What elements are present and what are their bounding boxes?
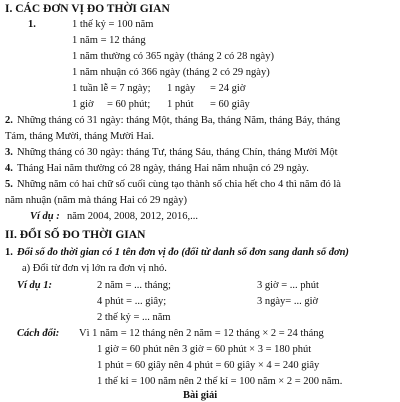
- conversion-century: 1 thế kỷ = 100 năm: [72, 19, 154, 30]
- example-1-minutes: 4 phút = ... giây;: [97, 296, 167, 307]
- example-1-years: 2 năm = ... tháng;: [97, 280, 171, 291]
- item-5-text-line-2: năm nhuận (năm mà tháng Hai có 29 ngày): [5, 195, 187, 206]
- conversion-hour-label: 1 giờ: [72, 99, 94, 110]
- section-2-item-1-number: 1.: [5, 247, 13, 258]
- conversion-minute-value: = 60 giây: [210, 99, 250, 110]
- example-1-hours: 3 giờ = ... phút: [257, 280, 319, 291]
- conversion-year-months: 1 năm = 12 tháng: [72, 35, 146, 46]
- example-1-centuries: 2 thế kỷ = ... năm: [97, 312, 171, 323]
- item-2-text-line-1: Những tháng có 31 ngày: tháng Một, tháng Ba, tháng Năm, tháng Bảy, tháng: [17, 115, 341, 126]
- item-2-text-line-2: Tám, tháng Mười, tháng Mười Hai.: [5, 131, 155, 142]
- example-text: năm 2004, 2008, 2012, 2016,...: [67, 211, 198, 222]
- conversion-minute-label: 1 phút: [167, 99, 194, 110]
- item-5-number: 5.: [5, 179, 13, 190]
- section-2-item-1-title: Đổi số đo thời gian có 1 tên đơn vị đo (đổi từ danh số đơn sang danh số đơn): [17, 247, 349, 258]
- item-4-text: Tháng Hai năm thường có 28 ngày, tháng Hai năm nhuận có 29 ngày.: [17, 163, 309, 174]
- example-1-days: 3 ngày= ... giờ: [257, 296, 319, 307]
- item-3-text: Những tháng có 30 ngày: tháng Tư, tháng Sáu, tháng Chín, tháng Mười Một: [17, 147, 338, 158]
- method-line-3: 1 phút = 60 giây nên 4 phút = 60 giây × 4 = 240 giây: [97, 360, 320, 371]
- section-1-heading: I. CÁC ĐƠN VỊ ĐO THỜI GIAN: [5, 3, 170, 15]
- conversion-week: 1 tuần lễ = 7 ngày;: [72, 83, 151, 94]
- conversion-day-label: 1 ngày: [167, 83, 196, 94]
- item-5-text-line-1: Những năm có hai chữ số cuối cùng tạo thành số chia hết cho 4 thì năm đó là: [17, 179, 341, 190]
- method-line-4: 1 thế kỉ = 100 năm nên 2 thế kỉ = 100 năm × 2 = 200 năm.: [97, 376, 343, 387]
- sub-a-text: a) Đổi từ đơn vị lớn ra đơn vị nhỏ.: [22, 263, 167, 274]
- method-label: Cách đổi:: [17, 328, 60, 339]
- method-line-1: Vì 1 năm = 12 tháng nên 2 năm = 12 tháng × 2 = 24 tháng: [79, 328, 324, 339]
- conversion-leap-year: 1 năm nhuận có 366 ngày (tháng 2 có 29 ngày): [72, 67, 270, 78]
- conversion-hour-value: = 60 phút;: [107, 99, 151, 110]
- item-1-number: 1.: [28, 19, 36, 30]
- item-2-number: 2.: [5, 115, 13, 126]
- example-1-label: Ví dụ 1:: [17, 280, 53, 291]
- section-2-heading: II. ĐỔI SỐ ĐO THỜI GIAN: [5, 229, 146, 241]
- solution-title: Bài giải: [183, 390, 218, 401]
- item-3-number: 3.: [5, 147, 13, 158]
- conversion-common-year: 1 năm thường có 365 ngày (tháng 2 có 28 ngày): [72, 51, 274, 62]
- method-line-2: 1 giờ = 60 phút nên 3 giờ = 60 phút × 3 = 180 phút: [97, 344, 312, 355]
- example-label: Ví dụ :: [30, 211, 60, 222]
- conversion-day-value: = 24 giờ: [210, 83, 246, 94]
- item-4-number: 4.: [5, 163, 13, 174]
